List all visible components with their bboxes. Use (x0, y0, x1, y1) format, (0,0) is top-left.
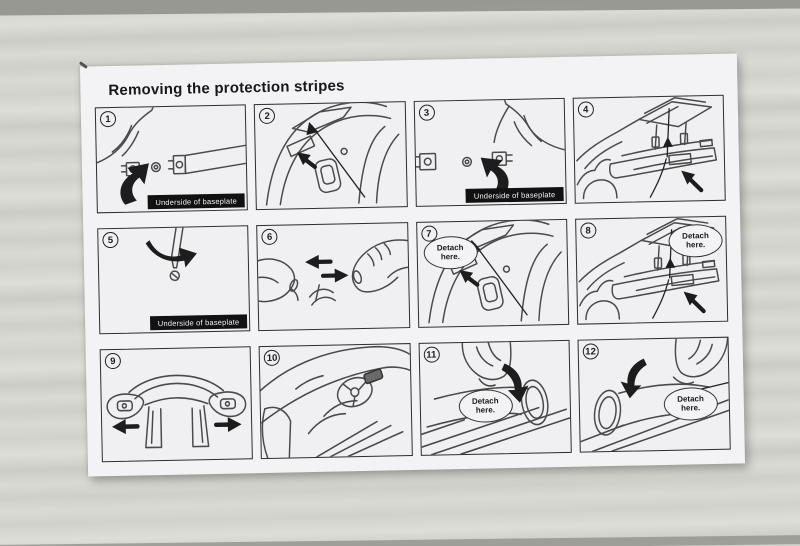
underside-label: Underside of baseplate (150, 314, 248, 330)
trunk-lid-interior-illustration (255, 102, 406, 209)
underside-label: Underside of baseplate (466, 187, 564, 203)
callout-line-2: here. (475, 404, 496, 415)
callout-line-2: here. (681, 402, 701, 413)
step-number: 10 (264, 350, 280, 366)
step-number: 11 (423, 346, 439, 362)
panel-2 (254, 101, 407, 210)
car-interior-illustration (260, 344, 411, 458)
trunk-lid-interior-detach-illustration (417, 220, 568, 327)
panel-7 (416, 219, 569, 328)
panel-12 (577, 337, 730, 453)
step-number: 6 (261, 229, 277, 245)
panel-grid (95, 95, 731, 463)
panel-6 (256, 222, 409, 331)
step-number: 3 (418, 105, 434, 121)
panel-8 (575, 216, 728, 325)
spoiler-end-caps-illustration (101, 347, 252, 461)
panel-9 (100, 346, 253, 462)
callout-line-2: here. (685, 239, 706, 250)
callout-line-1: Detach (677, 393, 704, 404)
panel-10 (259, 343, 412, 459)
step-number: 7 (421, 226, 437, 242)
step-number: 12 (582, 343, 598, 359)
panel-1 (95, 104, 248, 213)
step-number: 5 (102, 232, 118, 248)
hands-squeezing-clip-illustration (257, 223, 408, 330)
panel-11 (418, 340, 571, 456)
step-number: 2 (259, 108, 275, 124)
callout-line-1: Detach (682, 230, 709, 241)
car-rear-open-trunk-illustration (573, 96, 724, 203)
panel-3 (413, 98, 566, 207)
step-number: 8 (580, 222, 596, 238)
step-number: 9 (105, 353, 121, 369)
callout-line-2: here. (440, 251, 460, 261)
step-number: 4 (578, 101, 594, 117)
page-title: Removing the protection stripes (108, 77, 345, 100)
panel-5 (97, 225, 250, 334)
panel-4 (572, 95, 725, 204)
underside-label: Underside of baseplate (147, 193, 245, 209)
step-number: 1 (100, 111, 116, 127)
callout-line-1: Detach (436, 242, 464, 253)
instruction-sheet (80, 53, 745, 476)
callout-line-1: Detach (471, 396, 499, 406)
